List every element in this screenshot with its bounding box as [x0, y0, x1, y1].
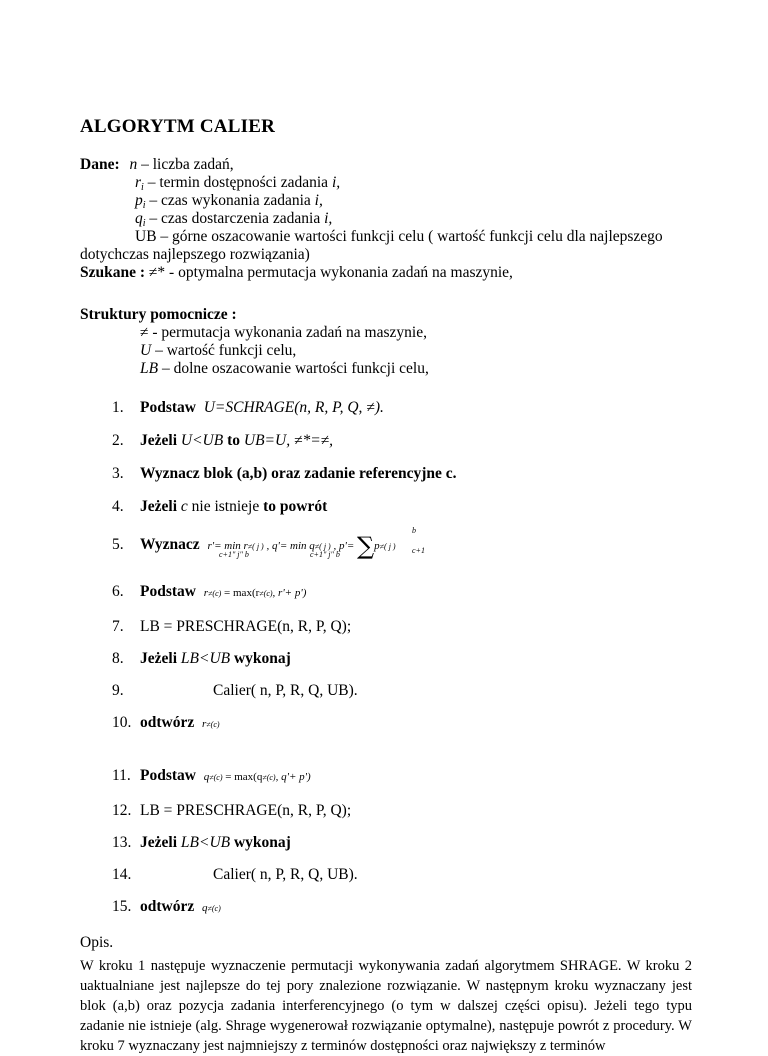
step-5-range-r: c+1" j" b: [219, 550, 249, 559]
step-13: 13. Jeżeli LB<UB wykonaj: [112, 834, 291, 851]
step-8: 8. Jeżeli LB<UB wykonaj: [112, 650, 291, 667]
dane-line-p: $p_i$ – czas wykonania zadania i,: [135, 192, 323, 211]
step-10: 10. odtwórz r≠(c): [112, 714, 220, 731]
step-5: 5. Wyznacz r'= min r≠( j ) , q'= min q≠( j ) , p'= ∑p≠( j ): [112, 532, 396, 560]
opis-paragraph: W kroku 1 następuje wyznaczenie permutacji wykonywania zadań algorytmem SHRAGE. W kroku 2 uaktualniane jest najlepsze do tej pory znalezione rozwiązanie. W następnym kroku wyznaczany jest blok (a,b) oraz pozycja zadania interferencyjnego (o tym w dalszej części opisu). Jeżeli tego typu zadanie nie istnieje (alg. Shrage wygenerował rozwiązanie optymalne), następuje powrót z procedury. W kroku 7 wyznaczany jest najmniejszy z terminów dostępności oraz największy z terminów: [80, 958, 692, 1054]
szukane-label: Szukane :: [80, 264, 146, 281]
struktury-line-lb: LB – dolne oszacowanie wartości funkcji celu,: [140, 360, 429, 377]
step-1: 1. Podstaw U=SCHRAGE(n, R, P, Q, ≠).: [112, 399, 384, 416]
step-12: 12. LB = PRESCHRAGE(n, R, P, Q);: [112, 802, 352, 819]
struktury-line-perm: ≠ - permutacja wykonania zadań na maszynie,: [140, 324, 427, 341]
dane-line-q: $q_i$ – czas dostarczenia zadania i,: [135, 210, 333, 229]
szukane-line: Szukane : ≠* - optymalna permutacja wykonania zadań na maszynie,: [80, 264, 513, 281]
step-6: 6. Podstaw r≠(c) = max(r≠(c), r'+ p'): [112, 583, 307, 600]
struktury-label: Struktury pomocnicze :: [80, 306, 237, 323]
step-5-sum-top: b: [412, 526, 416, 535]
step-2: 2. Jeżeli U<UB to UB=U, ≠*=≠,: [112, 432, 334, 449]
step-5-range-q: c+1" j" b: [310, 550, 340, 559]
dane-line-r: $r_i$ – termin dostępności zadania i,: [135, 174, 341, 193]
step-15: 15. odtwórz q≠(c): [112, 898, 221, 915]
opis-label: Opis.: [80, 934, 114, 951]
dane-line-n: [80, 156, 234, 174]
dane-line-ub-cont: dotychczas najlepszego rozwiązania): [80, 246, 310, 263]
step-3: 3. Wyznacz blok (a,b) oraz zadanie referencyjne c.: [112, 465, 457, 482]
step-4: 4. Jeżeli c nie istnieje to powrót: [112, 498, 328, 515]
dane-n-symbol: n: [129, 156, 138, 173]
page-title: ALGORYTM CALIER: [80, 116, 275, 137]
step-7: 7. LB = PRESCHRAGE(n, R, P, Q);: [112, 618, 352, 635]
step-11: 11. Podstaw q≠(c) = max(q≠(c), q'+ p'): [112, 767, 311, 784]
dane-line-ub: UB – górne oszacowanie wartości funkcji celu ( wartość funkcji celu dla najlepszego: [135, 228, 663, 245]
dane-label: Dane:: [80, 156, 120, 173]
step-9: 9. Calier( n, P, R, Q, UB).: [112, 682, 358, 699]
struktury-line-u: U – wartość funkcji celu,: [140, 342, 297, 359]
dane-n-text: – liczba zadań,: [137, 156, 234, 173]
step-14: 14. Calier( n, P, R, Q, UB).: [112, 866, 358, 883]
step-5-sum-bottom: c+1: [412, 546, 425, 555]
